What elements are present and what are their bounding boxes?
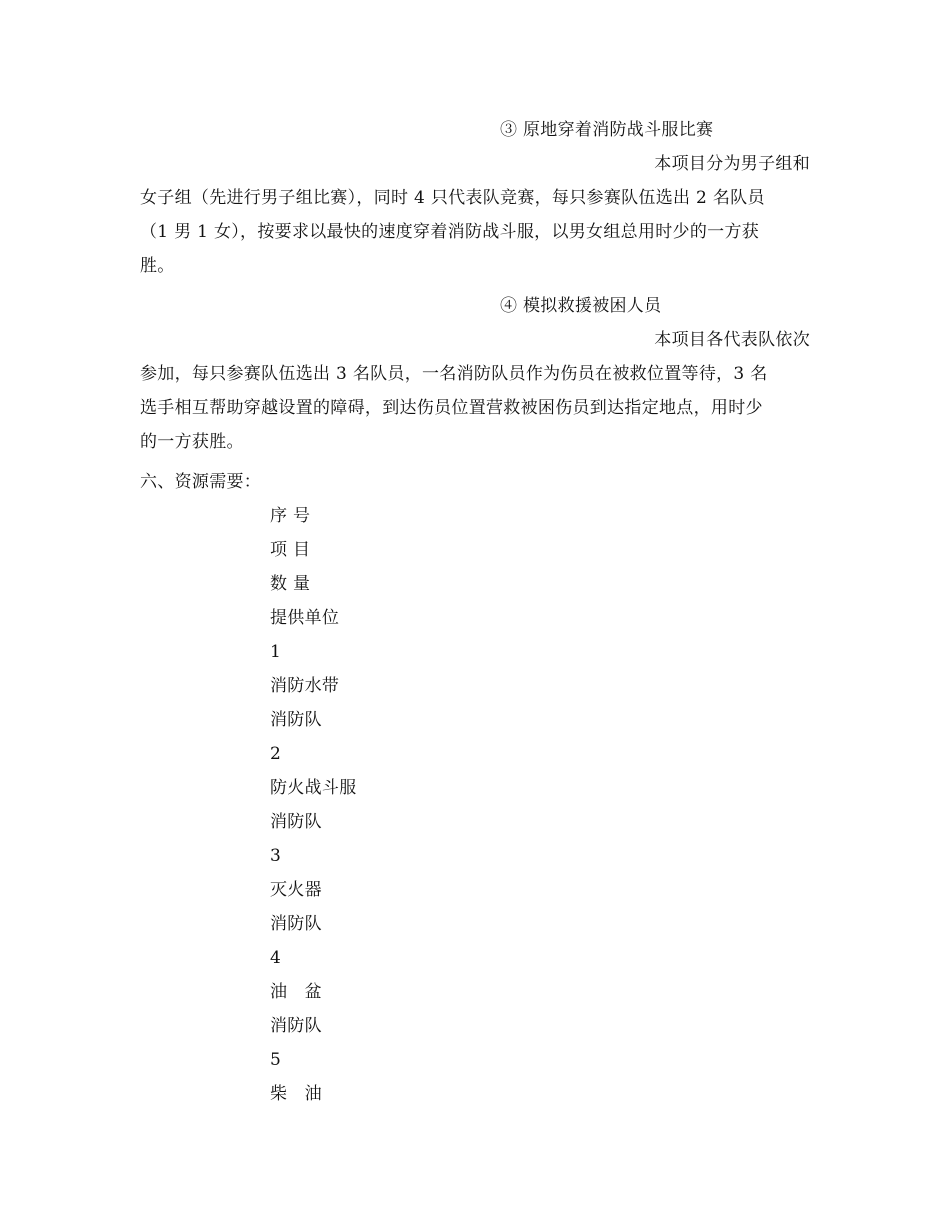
table-row-1-item: 消防水带 xyxy=(270,676,340,696)
table-row-5-item: 柴 油 xyxy=(270,1084,322,1104)
table-row-3-number: 3 xyxy=(270,846,282,866)
table-row-4-provider: 消防队 xyxy=(270,1016,322,1036)
table-row-1-number: 1 xyxy=(270,642,282,662)
table-row-4-item: 油 盆 xyxy=(270,982,322,1002)
section-4-line-3: 选手相互帮助穿越设置的障碍，到达伤员位置营救被困伤员到达指定地点，用时少 xyxy=(140,398,763,418)
table-row-2-provider: 消防队 xyxy=(270,812,322,832)
table-row-4-number: 4 xyxy=(270,948,282,968)
section-4-heading: ④ 模拟救援被困人员 xyxy=(500,296,662,316)
section-3-heading: ③ 原地穿着消防战斗服比赛 xyxy=(500,120,714,140)
table-row-1-provider: 消防队 xyxy=(270,710,322,730)
section-3-line-1: 本项目分为男子组和 xyxy=(654,154,810,174)
table-row-5-number: 5 xyxy=(270,1050,282,1070)
table-header-quantity: 数 量 xyxy=(270,574,311,594)
section-3-line-3: （1 男 1 女），按要求以最快的速度穿着消防战斗服，以男女组总用时少的一方获 xyxy=(140,222,760,242)
table-header-item: 项 目 xyxy=(270,540,311,560)
section-4-line-2: 参加，每只参赛队伍选出 3 名队员，一名消防队员作为伤员在被救位置等待，3 名 xyxy=(140,364,768,384)
section-4-line-1: 本项目各代表队依次 xyxy=(654,330,810,350)
table-row-3-item: 灭火器 xyxy=(270,880,322,900)
table-header-provider: 提供单位 xyxy=(270,608,340,628)
section-3-line-4: 胜。 xyxy=(140,256,175,276)
table-row-2-number: 2 xyxy=(270,744,282,764)
section-6-heading: 六、资源需要： xyxy=(140,472,262,492)
table-row-3-provider: 消防队 xyxy=(270,914,322,934)
section-3-line-2: 女子组（先进行男子组比赛），同时 4 只代表队竞赛，每只参赛队伍选出 2 名队员 xyxy=(140,188,765,208)
section-4-line-4: 的一方获胜。 xyxy=(140,432,244,452)
table-header-number: 序 号 xyxy=(270,506,311,526)
table-row-2-item: 防火战斗服 xyxy=(270,778,357,798)
